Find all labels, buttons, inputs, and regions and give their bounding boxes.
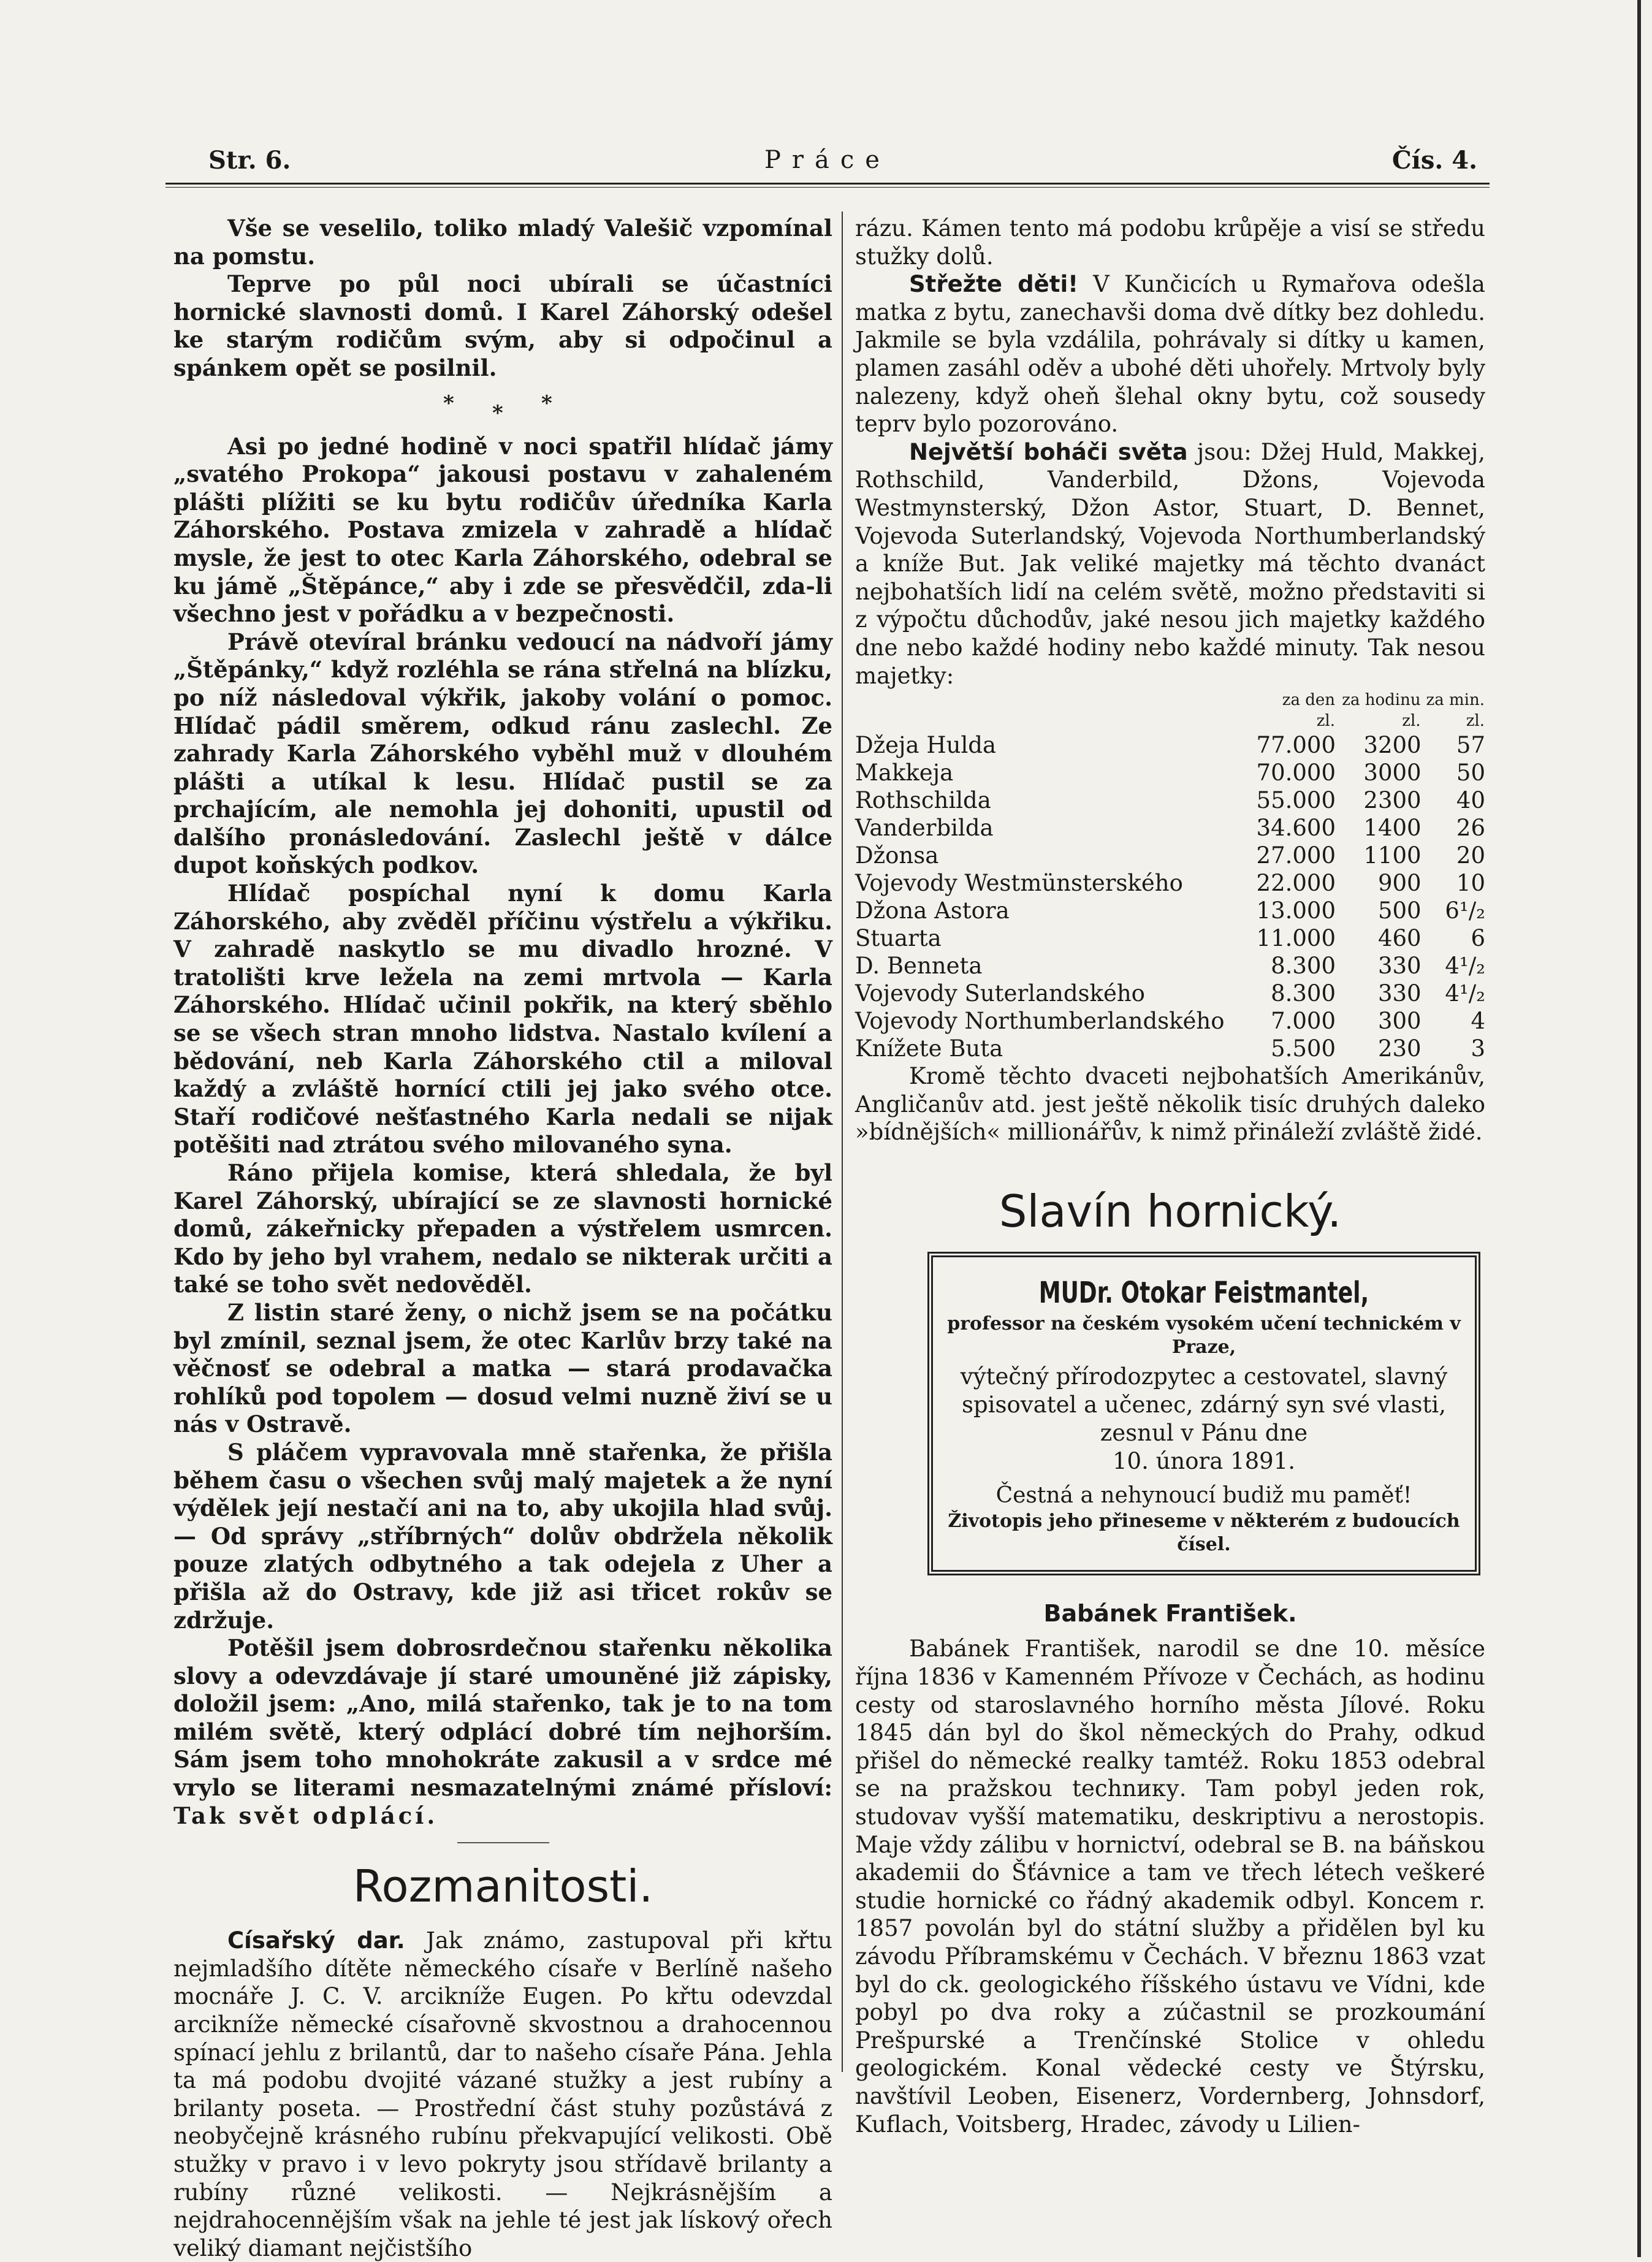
value-per-hour: 230 bbox=[1377, 1035, 1422, 1062]
value-per-minute: 10 bbox=[1456, 870, 1485, 897]
value-per-day: 5.500 bbox=[1271, 1035, 1336, 1062]
table-unit-row bbox=[855, 710, 1485, 731]
paragraph: Vše se veselilo, toliko mladý Valešič vzpomínal na pomstu. bbox=[173, 215, 832, 270]
value-per-minute: 26 bbox=[1456, 815, 1485, 842]
value-per-day: 55.000 bbox=[1256, 787, 1336, 814]
column-header: za den bbox=[1282, 691, 1336, 710]
table-row bbox=[855, 897, 1485, 924]
person-name: D. Benneta bbox=[855, 953, 983, 980]
page-edge bbox=[1637, 0, 1641, 2257]
page-number: Str. 6. bbox=[208, 146, 291, 175]
paragraph: Ráno přijela komise, která shledala, že byl Karel Záhorský, ubírající se ze slavnosti hornické domů, zákeřnicky přepaden a výstřelem usmrcen. Kdo by jeho byl vrahem, nedalo se nikterak určiti a také se toho svět nedověděl. bbox=[173, 1159, 832, 1298]
paragraph bbox=[173, 1634, 832, 1830]
value-per-hour: 1400 bbox=[1363, 815, 1422, 842]
header-rule bbox=[166, 183, 1490, 188]
paragraph bbox=[173, 1927, 832, 2262]
value-per-hour: 3000 bbox=[1363, 760, 1422, 786]
table-row bbox=[855, 731, 1485, 759]
table-row bbox=[855, 869, 1485, 897]
keyword: Střežte děti! bbox=[909, 271, 1079, 298]
table-row bbox=[855, 1035, 1485, 1062]
column-unit: zl. bbox=[1402, 712, 1421, 731]
keyword: Císařský dar. bbox=[227, 1927, 405, 1954]
column-header: za min. bbox=[1426, 691, 1485, 710]
value-per-day: 77.000 bbox=[1256, 732, 1336, 759]
value-per-hour: 1100 bbox=[1363, 842, 1422, 869]
value-per-minute: 3 bbox=[1471, 1035, 1485, 1062]
right-column bbox=[855, 215, 1485, 2138]
table-header-row bbox=[855, 690, 1485, 710]
value-per-minute: 40 bbox=[1456, 787, 1485, 814]
table-row bbox=[855, 1007, 1485, 1035]
value-per-hour: 500 bbox=[1377, 897, 1422, 924]
value-per-day: 8.300 bbox=[1271, 953, 1336, 980]
memorial-desc: výtečný přírodozpytec a cestovatel, slavný spisovatel a učenec, zdárný syn své vlasti, zesnul v Pánu dne bbox=[960, 1363, 1448, 1446]
star: * bbox=[492, 400, 503, 425]
page-header bbox=[166, 146, 1490, 183]
value-per-day: 7.000 bbox=[1271, 1008, 1336, 1035]
bio-title: Babánek František. bbox=[1043, 1599, 1297, 1627]
wealth-table bbox=[855, 690, 1485, 1062]
table-row bbox=[855, 814, 1485, 842]
value-per-hour: 3200 bbox=[1363, 732, 1422, 759]
person-name: Knížete Buta bbox=[855, 1035, 1003, 1062]
paragraph: Asi po jedné hodině v noci spatřil hlídač jámy „svatého Prokopa“ jakousi postavu v zahaleném plášti plížiti se ku bytu rodičův úředníka Karla Záhorského. Postava zmizela v zahradě a hlídač mysle, že jest to otec Karla Záhorského, odebral se ku jámě „Štěpánce,“ aby i zde se přesvědčil, zda-li všechno jest v pořádku a v bezpečnosti. bbox=[173, 432, 832, 628]
person-name: Stuarta bbox=[855, 925, 942, 952]
paragraph: Teprve po půl noci ubírali se účastníci hornické slavnosti domů. I Karel Záhorský odešel ke starým rodičům svým, aby si odpočinul a spánkem opět se posilnil. bbox=[173, 270, 832, 381]
person-name: Džona Astora bbox=[855, 897, 1010, 924]
value-per-day: 34.600 bbox=[1256, 815, 1336, 842]
proverb: Tak svět odplácí. bbox=[173, 1802, 438, 1829]
paragraph: Babánek František, narodil se dne 10. měsíce října 1836 v Kamenném Přívoze v Čechách, as hodinu cesty od staroslavného horního města Jílové. Roku 1845 dán byl do škol německých do Prahy, odkud přišel do německé realky tamtéž. Roku 1853 odebral se na pražskou technику. Tam pobyl jeden rok, studovav vyšší matematiku, deskriptivu a nerostopis. Maje vždy zálibu v hornictví, odebral se B. na báňskou akademii do Šťávnice a tam ve třech létech veškeré studie hornické co řádný akademik odbyl. Koncem r. 1857 povolán byl do státní služby a přidělen byl ku závodu Příbramskému v Čechách. V březnu 1863 vzat byl do ck. geologického říšského ústavu ve Vídni, kde pobyl po dva roky a zúčastnil se prozkoumání Prešpurské a Trenčínské Stolice v ohledu geologickém. Konal vědecké cesty ve Štýrsku, navštívil Leoben, Eisenerz, Vordernberg, Johnsdorf, Kuflach, Voitsberg, Hradec, závody u Lilien- bbox=[855, 1636, 1485, 2138]
table-row bbox=[855, 980, 1485, 1007]
memorial-box bbox=[927, 1252, 1480, 1575]
column-unit: zl. bbox=[1316, 712, 1336, 731]
paragraph: S pláčem vypravovala mně stařenka, že přišla během času o všechen svůj malý majetek a že nyní výdělek její nestačí ani na to, aby ukojila hlad svůj. — Od správy „stříbrných“ dolův obdržela několik pouze zlatých odbytného a tak odejela z Uher a přišla až do Ostravy, kde již asi třicet rokův se zdržuje. bbox=[173, 1438, 832, 1634]
memorial-note: Životopis jeho přineseme v některém z budoucích čísel. bbox=[948, 1510, 1460, 1555]
person-name: Rothschilda bbox=[855, 787, 991, 814]
value-per-hour: 2300 bbox=[1363, 787, 1422, 814]
column-unit: zl. bbox=[1466, 712, 1485, 731]
paragraph bbox=[855, 270, 1485, 438]
table-row bbox=[855, 924, 1485, 952]
section-stars bbox=[173, 383, 832, 425]
person-name: Džeja Hulda bbox=[855, 732, 997, 759]
value-per-minute: 6¹/₂ bbox=[1445, 897, 1485, 924]
person-name: Vojevody Westmünsterského bbox=[855, 870, 1183, 897]
value-per-hour: 460 bbox=[1377, 925, 1422, 952]
value-per-minute: 4¹/₂ bbox=[1445, 953, 1485, 980]
star: * bbox=[443, 390, 454, 416]
value-per-day: 22.000 bbox=[1256, 870, 1336, 897]
paragraph-text: V Kunčicích u Rymařova odešla matka z bytu, zanechavši doma dvě dítky bez dohledu. Jakmile se byla vzdálila, pohrávaly si dítky u kamen, plamen zasáhl oděv a ubohé děti uhořely. Mrtvoly byly nalezeny, když oheň šlehal okny bytu, což sousedy teprv bylo pozorováno. bbox=[855, 271, 1485, 438]
star: * bbox=[541, 390, 552, 416]
memorial-date: 10. února 1891. bbox=[1113, 1447, 1295, 1474]
memorial-wish: Čestná a nehynoucí budiž mu paměť! bbox=[995, 1482, 1412, 1508]
section-title-rozmanitosti: Rozmanitosti. bbox=[352, 1860, 653, 1913]
value-per-day: 8.300 bbox=[1271, 980, 1336, 1007]
paragraph: Právě otevíral bránku vedoucí na nádvoří jámy „Štěpánky,“ když rozléhla se rána střelná na blízku, po níž následoval výkřik, jakoby volání o pomoc. Hlídač pádil směrem, odkud ránu zaslechl. Ze zahrady Karla Záhorského vyběhl muž v dlouhém plášti a utíkal k lesu. Hlídač pustil se za prchajícím, ale nemohla jej dohoniti, upustil od dalšího pronásledování. Zaslechl ještě v dálce dupot koňských podkov. bbox=[173, 628, 832, 879]
person-name: Džonsa bbox=[855, 842, 939, 869]
value-per-minute: 6 bbox=[1471, 925, 1485, 952]
journal-title: Práce bbox=[764, 146, 891, 174]
person-name: Vojevody Suterlandského bbox=[855, 980, 1145, 1007]
value-per-hour: 330 bbox=[1377, 953, 1422, 980]
value-per-minute: 50 bbox=[1456, 760, 1485, 786]
separator bbox=[457, 1842, 549, 1843]
person-name: Vojevody Northumberlandského bbox=[855, 1008, 1225, 1035]
left-column bbox=[173, 215, 832, 2262]
table-row bbox=[855, 759, 1485, 786]
person-name: Vanderbilda bbox=[855, 815, 994, 842]
person-name: Makkeja bbox=[855, 760, 954, 786]
value-per-day: 27.000 bbox=[1256, 842, 1336, 869]
keyword: Největší boháči světa bbox=[909, 438, 1188, 465]
value-per-hour: 300 bbox=[1377, 1008, 1422, 1035]
issue-number: Čís. 4. bbox=[1391, 146, 1477, 175]
value-per-day: 13.000 bbox=[1256, 897, 1336, 924]
table-row bbox=[855, 842, 1485, 869]
memorial-role: professor na českém vysokém učení technickém v Praze, bbox=[947, 1312, 1461, 1358]
table-row bbox=[855, 952, 1485, 980]
section-title-slavin: Slavín hornický. bbox=[999, 1185, 1342, 1237]
paragraph: Hlídač pospíchal nyní k domu Karla Záhorského, aby zvěděl příčinu výstřelu a výkřiku. V zahradě naskytlo se mu divadlo hrozné. V tratolišti krve ležela na zemi mrtvola — Karla Záhorského. Hlídač učinil pokřik, na který sběhlo se se všech stran mnoho lidstva. Nastalo kvílení a bědování, neb Karla Záhorského ctil a miloval každý a zvláště hornící ctili jej jako svého otce. Staří rodičové nešťastného Karla nedali se nijak potěšiti nad ztrátou svého milovaného syna. bbox=[173, 880, 832, 1159]
value-per-minute: 57 bbox=[1456, 732, 1485, 759]
memorial-name-wrap bbox=[945, 1273, 1463, 1312]
table-row bbox=[855, 786, 1485, 814]
value-per-hour: 900 bbox=[1377, 870, 1422, 897]
paragraph: Kromě těchto dvaceti nejbohatších Amerikánův, Angličanův atd. jest ještě několik tisíc druhých daleko »bídnějších« millionářův, k nimž přináleží zvláště židé. bbox=[855, 1063, 1485, 1146]
value-per-day: 11.000 bbox=[1256, 925, 1336, 952]
paragraph-text: Jak známo, zastupoval při křtu nejmladšího dítěte německého císaře v Berlíně našeho mocnáře J. C. V. arcikníže Eugen. Po křtu odevzdal arcikníže německé císařovně skvostnou a drahocennou spínací jehlu z brilantů, dar to našeho císaře Pána. Jehla ta má podobu dvojité vázané stužky a jest rubíny a brilanty poseta. — Prostřední část stuhy pozůstává z neobyčejně krásného rubínu překvapující velikosti. Obě stužky v pravo i v levo pokryty jsou střídavě brilanty a rubíny různé velikosti. — Nejkrásnějším a nejdrahocennějším však na jehle té jest jak lískový ořech veliký diamant nejčistšího bbox=[173, 1927, 832, 2261]
column-header: za hodinu bbox=[1342, 691, 1421, 710]
paragraph bbox=[855, 438, 1485, 690]
paragraph: Z listin staré ženy, o nichž jsem se na počátku byl zmínil, seznal jsem, že otec Karlův brzy také na věčnosť se odebral a matka — stará prodavačka rohlíků pod topolem — dosud velmi nuzně živí se u nás v Ostravě. bbox=[173, 1298, 832, 1438]
value-per-day: 70.000 bbox=[1256, 760, 1336, 786]
paragraph-text: jsou: Džej Huld, Makkej, Rothschild, Vanderbild, Džons, Vojevoda Westmynsterský, Džon Astor, Stuart, D. Bennet, Vojevoda Suterlandský, Vojevoda Northumberlandský a kníže But. Jak veliké majetky má těchto dvanáct nejbohatších lidí na celém světě, možno představiti si z výpočtu důchodův, jaké nesou jich majetky každého dne nebo každé hodiny nebo každé minuty. Tak nesou majetky: bbox=[855, 438, 1485, 689]
table-body bbox=[855, 731, 1485, 1062]
value-per-hour: 330 bbox=[1377, 980, 1422, 1007]
paragraph-text: Potěšil jsem dobrosrdečnou stařenku několika slovy a odevzdávaje jí staré umouněné již zápisky, doložil jsem: „Ano, milá stařenko, tak je to na tom milém světě, který odplácí dobré tím nejhorším. Sám jsem toho mnohokráte zakusil a v srdce mé vrylo se literami nesmazatelnými známé přísloví: bbox=[173, 1634, 832, 1802]
value-per-minute: 4 bbox=[1471, 1008, 1485, 1035]
paragraph: rázu. Kámen tento má podobu krůpěje a visí se středu stužky dolů. bbox=[855, 215, 1485, 270]
value-per-minute: 4¹/₂ bbox=[1445, 980, 1485, 1007]
value-per-minute: 20 bbox=[1456, 842, 1485, 869]
memorial-name: MUDr. Otokar Feistmantel, bbox=[1038, 1275, 1369, 1310]
column-rule bbox=[842, 211, 843, 2072]
